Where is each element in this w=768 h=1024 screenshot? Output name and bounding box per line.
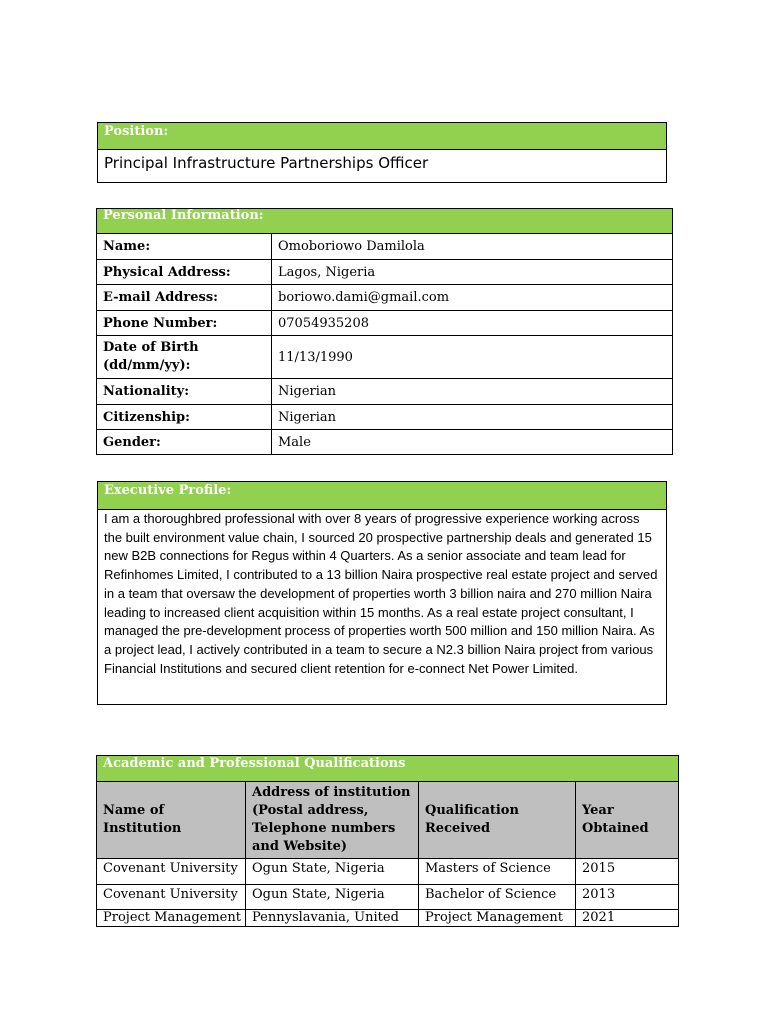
executive-profile-header: Executive Profile: xyxy=(98,482,666,510)
year-obtained: 2015 xyxy=(576,859,679,885)
nationality-label: Nationality: xyxy=(97,379,272,405)
gender-value: Male xyxy=(272,430,673,455)
address-label: Physical Address: xyxy=(97,260,272,285)
institution-address: Pennyslavania, United xyxy=(246,910,419,927)
qualifications-header: Academic and Professional Qualifications xyxy=(97,756,679,782)
col-year: Year Obtained xyxy=(576,782,679,859)
qualifications-table xyxy=(96,755,679,927)
email-label: E-mail Address: xyxy=(97,285,272,311)
position-header: Position: xyxy=(98,123,666,150)
personal-info-table xyxy=(96,208,673,455)
institution-name: Covenant University xyxy=(97,859,246,885)
position-section xyxy=(97,122,667,183)
col-institution-name: Name of Institution xyxy=(97,782,246,859)
year-obtained: 2013 xyxy=(576,885,679,910)
dob-label: Date of Birth (dd/mm/yy): xyxy=(97,336,272,379)
year-obtained: 2021 xyxy=(576,910,679,927)
institution-name: Covenant University xyxy=(97,885,246,910)
address-value: Lagos, Nigeria xyxy=(272,260,673,285)
executive-profile-text: I am a thoroughbred professional with over 8 years of progressive experience working across the built environment value chain, I sourced 20 prospective partnership deals and generated 15 new B2B connections for Regus within 4 Quarters. As a senior associate and team lead for Refinhomes Limited, I contributed to a 13 billion Naira prospective real estate project and served in a team that oversaw the development of properties worth 3 billion naira and 270 million Naira leading to increased client acquisition within 15 months. As a real estate project consultant, I managed the pre-development process of properties worth 500 million and 150 million Naira. As a project lead, I actively contributed in a team to secure a N2.3 billion Naira project from various Financial Institutions and secured client retention for e-connect Net Power Limited. xyxy=(104,511,658,676)
name-value: Omoboriowo Damilola xyxy=(272,234,673,260)
email-value: boriowo.dami@gmail.com xyxy=(272,285,673,311)
qualification-received: Project Management xyxy=(419,910,576,927)
nationality-value: Nigerian xyxy=(272,379,673,405)
phone-label: Phone Number: xyxy=(97,311,272,336)
institution-name: Project Management xyxy=(97,910,246,927)
executive-profile-section xyxy=(97,481,667,705)
col-institution-address: Address of institution (Postal address, Telephone numbers and Website) xyxy=(246,782,419,859)
qualification-received: Bachelor of Science xyxy=(419,885,576,910)
institution-address: Ogun State, Nigeria xyxy=(246,859,419,885)
citizenship-label: Citizenship: xyxy=(97,405,272,430)
position-title: Principal Infrastructure Partnerships Officer xyxy=(104,154,429,172)
gender-label: Gender: xyxy=(97,430,272,455)
qualification-received: Masters of Science xyxy=(419,859,576,885)
phone-value: 07054935208 xyxy=(272,311,673,336)
col-qualification: Qualification Received xyxy=(419,782,576,859)
institution-address: Ogun State, Nigeria xyxy=(246,885,419,910)
name-label: Name: xyxy=(97,234,272,260)
dob-value: 11/13/1990 xyxy=(272,336,673,379)
personal-info-header: Personal Information: xyxy=(97,209,673,234)
citizenship-value: Nigerian xyxy=(272,405,673,430)
